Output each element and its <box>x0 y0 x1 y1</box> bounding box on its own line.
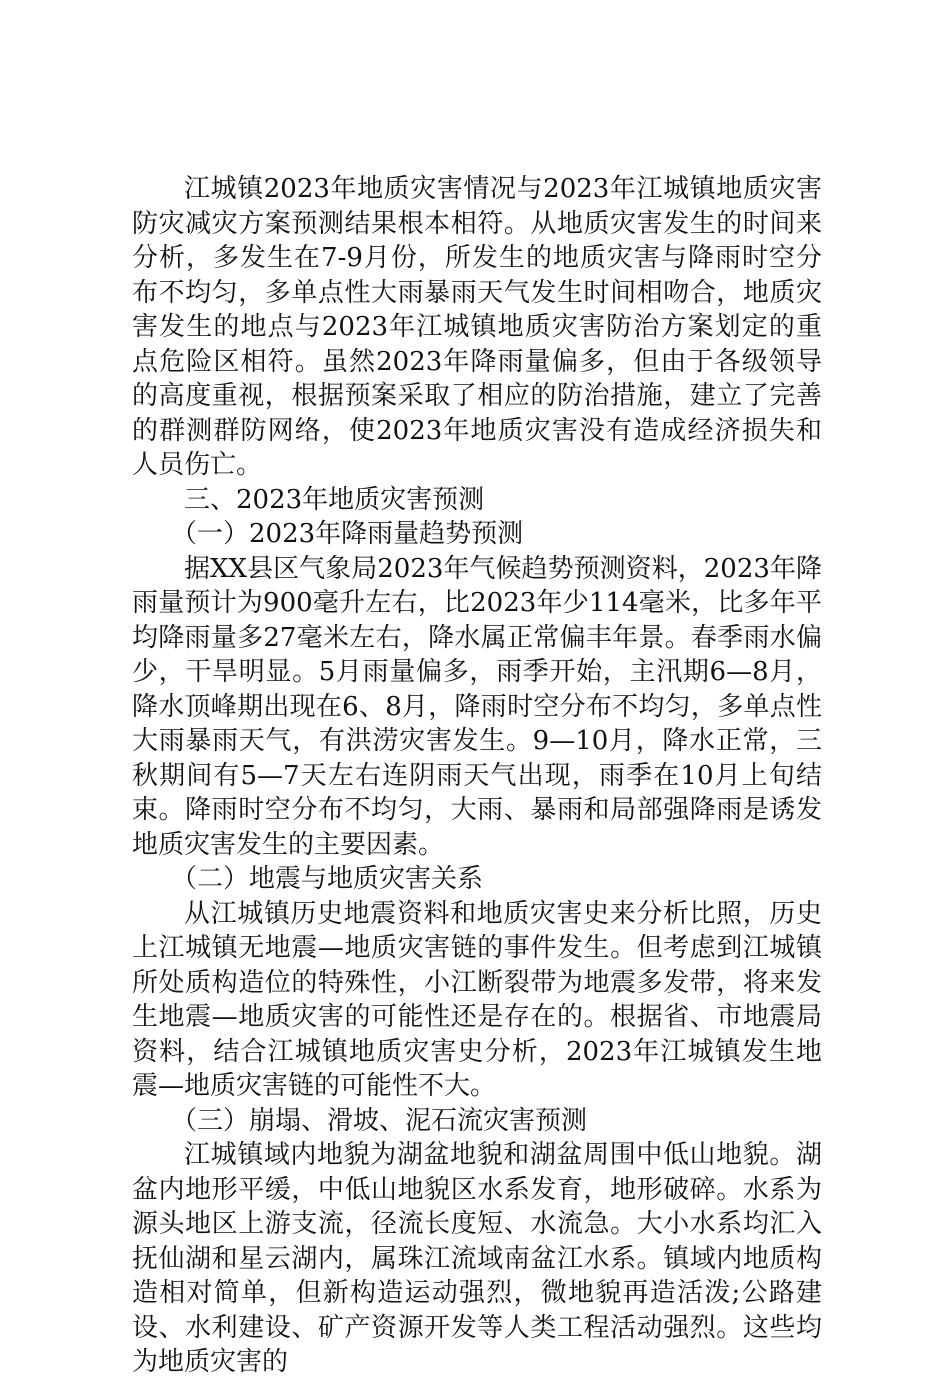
paragraph-earthquake-relation: 从江城镇历史地震资料和地质灾害史来分析比照，历史上江城镇无地震—地质灾害链的事件发生。但考虑到江城镇所处质构造位的特殊性，小江断裂带为地震多发带，将来发生地震—地质灾害的可能性还是存在的。根据省、市地震局资料，结合江城镇地质灾害史分析，2023年江城镇发生地震—地质灾害链的可能性不大。 <box>132 898 822 1101</box>
section-heading-forecast: 三、2023年地质灾害预测 <box>184 484 485 515</box>
document-body <box>132 172 822 1380</box>
subsection-heading-earthquake: （二）地震与地质灾害关系 <box>171 864 484 894</box>
subsection-heading-landslide: （三）崩塌、滑坡、泥石流灾害预测 <box>171 1105 588 1136</box>
paragraph-summary-2023: 江城镇2023年地质灾害情况与2023年江城镇地质灾害防灾减灾方案预测结果根本相符。从地质灾害发生的时间来分析，多发生在7-9月份，所发生的地质灾害与降雨时空分布不均匀，多单点性大雨暴雨天气发生时间相吻合，地质灾害发生的地点与2023年江城镇地质灾害防治方案划定的重点危险区相符。虽然2023年降雨量偏多，但由于各级领导的高度重视，根据预案采取了相应的防治措施，建立了完善的群测群防网络，使2023年地质灾害没有造成经济损失和人员伤亡。 <box>132 174 822 480</box>
subsection-heading-rainfall: （一）2023年降雨量趋势预测 <box>171 519 524 549</box>
paragraph-landslide-forecast: 江城镇域内地貌为湖盆地貌和湖盆周围中低山地貌。湖盆内地形平缓，中低山地貌区水系发育，地形破碎。水系为源头地区上游支流，径流长度短、水流急。大小水系均汇入抚仙湖和星云湖内，属珠江流域南盆江水系。镇域内地质构造相对简单，但新构造运动强烈，微地貌再造活泼;公路建设、水利建设、矿产资源开发等人类工程活动强烈。这些均为地质灾害的 <box>132 1140 822 1377</box>
paragraph-rainfall-forecast: 据XX县区气象局2023年气候趋势预测资料，2023年降雨量预计为900毫升左右，比2023年少114毫米，比多年平均降雨量多27毫米左右，降水属正常偏丰年景。春季雨水偏少，干旱明显。5月雨量偏多，雨季开始，主汛期6—8月，降水顶峰期出现在6、8月，降雨时空分布不均匀，多单点性大雨暴雨天气，有洪涝灾害发生。9—10月，降水正常，三秋期间有5—7天左右连阴雨天气出现，雨季在10月上旬结束。降雨时空分布不均匀，大雨、暴雨和局部强降雨是诱发地质灾害发生的主要因素。 <box>132 553 822 860</box>
